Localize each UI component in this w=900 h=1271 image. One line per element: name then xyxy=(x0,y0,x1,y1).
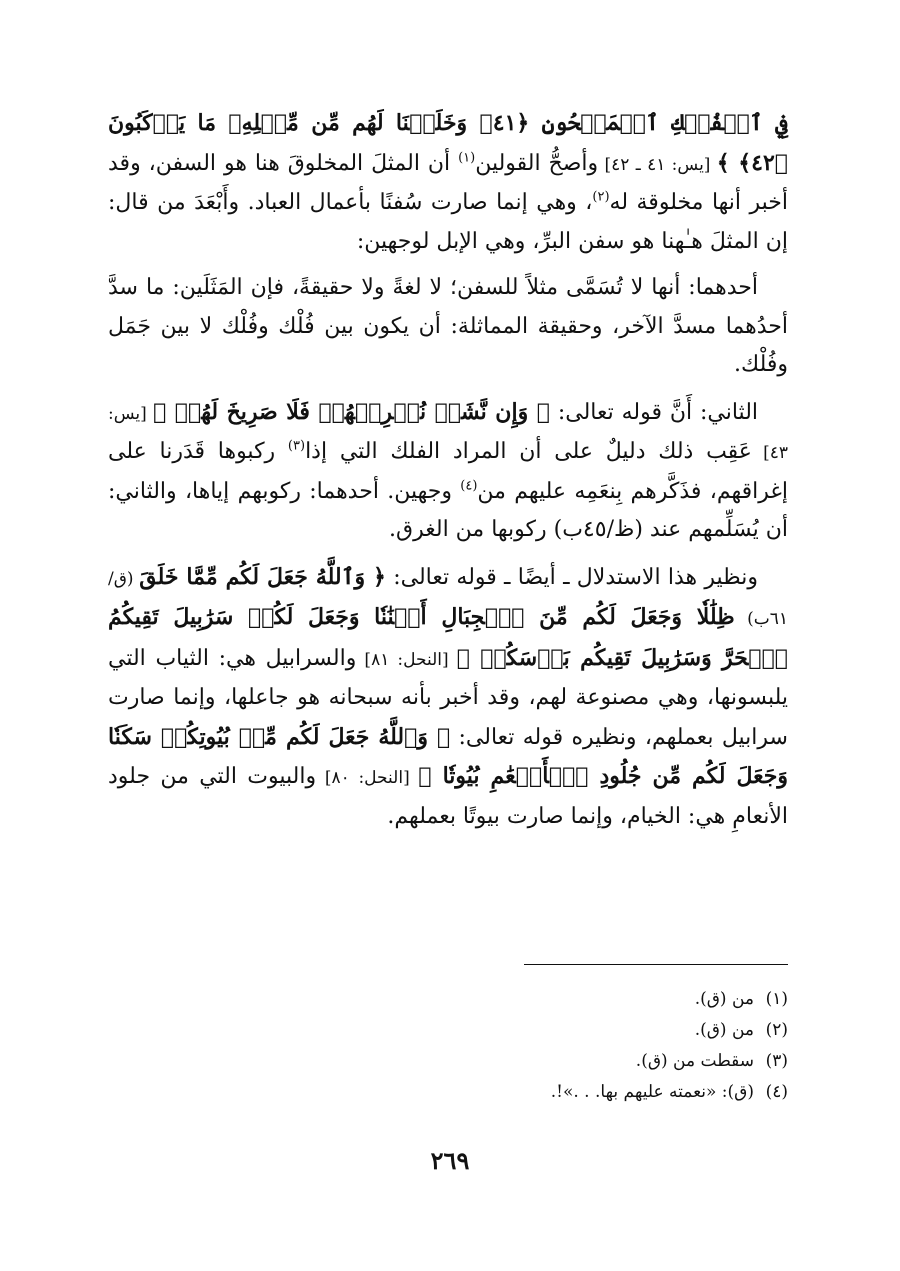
quran-verse: فِي ٱلۡفُلۡكِ ٱلۡمَشۡحُونِ ﴿٤١﴾ وَخَلَقۡنَا لَهُم مِّن مِّثۡلِهِۦ مَا يَرۡكَبُونَ ﴿٤٢﴾ ﴾ xyxy=(108,110,788,176)
footnote xyxy=(188,1015,788,1046)
footnote-number: (٤) xyxy=(765,1082,788,1102)
body-text: ، وهي إنما صارت سُفنًا بأعمال العباد. وأَبْعَدَ من قال: إن المثلَ هـٰهنا هو سفن البرِّ، وهي الإبل لوجهين: xyxy=(108,190,788,254)
footnote-divider xyxy=(524,964,788,965)
footnote-text: (ق): «نعمته عليهم بها. . .»!. xyxy=(550,1082,754,1102)
quran-verse: ﴿ وَإِن نَّشَأۡ نُغۡرِقۡهُمۡ فَلَا صَرِيخَ لَهُمۡ ﴾ xyxy=(153,398,550,425)
paragraph xyxy=(108,269,788,385)
verse-reference: [يس: ٤٣] xyxy=(108,403,788,463)
body-text: وأصحُّ القولين xyxy=(475,150,599,176)
verse-reference: (ق/٦١ب) xyxy=(108,568,788,629)
footnote-text: من (ق). xyxy=(694,989,754,1009)
footnotes xyxy=(188,984,788,1108)
footnote xyxy=(188,1077,788,1108)
footnote-text: سقطت من (ق). xyxy=(635,1051,754,1071)
body-text: والسرابيل هي: الثياب التي يلبسونها، وهي مصنوعة لهم، وقد أخبر بأنه سبحانه هو جاعلها، وإنما صارت سرابيل بعملهم، ونظيره قوله تعالى: xyxy=(108,645,788,750)
verse-reference: [النحل: ٨٠] xyxy=(316,768,419,788)
verse-reference: [يس: ٤١ ـ ٤٢] xyxy=(598,154,717,175)
footnote-number: (٢) xyxy=(765,1020,788,1040)
footnote-number: (٣) xyxy=(765,1051,788,1071)
footnote xyxy=(188,984,788,1015)
body-text: عَقِب ذلك دليلٌ على أن المراد الفلك التي إذا xyxy=(305,439,752,464)
quran-verse: ظِلَٰلٗا وَجَعَلَ لَكُم مِّنَ ٱلۡجِبَالِ أَكۡنَٰنٗا وَجَعَلَ لَكُمۡ سَرَٰبِيلَ تَقِيكُمُ ٱلۡحَرَّ وَسَرَٰبِيلَ تَقِيكُم بَأۡسَكُمۡ ﴾ xyxy=(108,604,788,671)
body-text: والبيوت التي من جلود الأنعامِ هي: الخيام، وإنما صارت بيوتًا بعملهم. xyxy=(108,764,788,829)
footnote xyxy=(188,1046,788,1077)
quran-verse: ﴿ وَٱللَّهُ جَعَلَ لَكُم مِّنۢ بُيُوتِكُمۡ سَكَنٗا وَجَعَلَ لَكُم مِّن جُلُودِ ٱلۡأَنۡعَٰمِ بُيُوتٗا ﴾ xyxy=(108,723,788,789)
body-text: أن المثلَ المخلوقَ هنا هو السفن، وقد أخبر أنها مخلوقة له xyxy=(108,150,788,215)
footnote-marker: (١) xyxy=(458,150,476,166)
footnote-text: من (ق). xyxy=(694,1020,754,1040)
main-text xyxy=(108,104,788,844)
verse-reference: [النحل: ٨١] xyxy=(356,649,457,670)
footnote-marker: (٢) xyxy=(592,189,610,205)
page-number: ٢٦٩ xyxy=(430,1146,470,1175)
footnote-marker: (٣) xyxy=(287,438,306,454)
body-text: وجهين. أحدهما: ركوبهم إياها، والثاني: أن يُسَلِّمهم عند (ظ/٤٥ب) ركوبها من الغرق. xyxy=(108,478,788,542)
footnote-number: (١) xyxy=(765,989,788,1009)
footnote-marker: (٤) xyxy=(460,478,478,494)
paragraph xyxy=(108,393,788,550)
body-text: ونظير هذا الاستدلال ـ أيضًا ـ قوله تعالى: xyxy=(385,564,758,590)
paragraph xyxy=(108,558,788,837)
quran-verse: ﴿ وَٱللَّهُ جَعَلَ لَكُم مِّمَّا خَلَقَ xyxy=(139,563,386,590)
body-text: ركبوها قَدَرنا على إغراقهم، فذَكَّرهم بِنعَمِه عليهم من xyxy=(108,439,788,504)
body-text: أحدهما: أنها لا تُسَمَّى مثلاً للسفن؛ لا لغةً ولا حقيقةً، فإن المَثَلَين: ما سدَّ أحدُهما مسدَّ الآخر، وحقيقة المماثلة: أن يكون بين فُلْك وفُلْك لا بين جَمَل وفُلْك. xyxy=(108,275,788,377)
paragraph xyxy=(108,104,788,261)
body-text: الثاني: أَنَّ قوله تعالى: xyxy=(549,399,759,425)
